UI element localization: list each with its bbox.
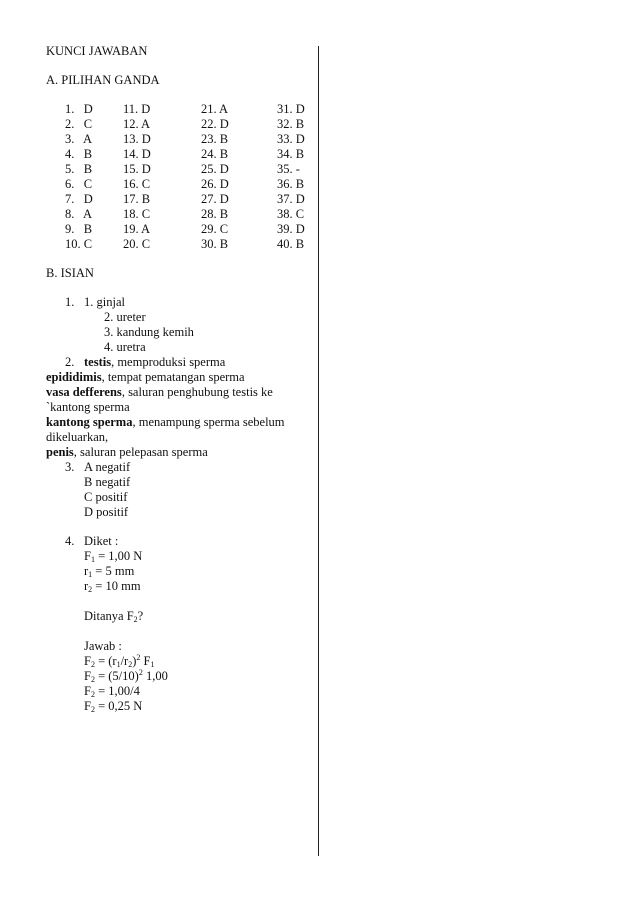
definition: , menampung sperma sebelum — [132, 415, 285, 429]
section-a-heading: A. PILIHAN GANDA — [46, 73, 160, 87]
question-2 — [46, 355, 311, 460]
answer-cell: 36. B — [277, 177, 305, 191]
answer-cell: 39. D — [277, 222, 305, 236]
answer-cell: 35. - — [277, 162, 300, 176]
question-1 — [46, 295, 311, 355]
definition: , saluran pelepasan sperma — [73, 445, 208, 459]
given-f1: $F_1 = 1,00$ N — [84, 549, 143, 564]
answer-cell: 18. C — [123, 207, 151, 221]
jawab-label: Jawab : — [84, 639, 122, 653]
answer-cell: 34. B — [277, 147, 305, 161]
answer-cell: 11. D — [123, 102, 151, 116]
question-3 — [46, 460, 311, 520]
q1-item: 1. ginjal — [84, 295, 125, 309]
answer-cell: 13. D — [123, 132, 151, 146]
answer-cell: 10. C — [65, 237, 93, 251]
answer-cell: 25. D — [201, 162, 229, 176]
page-title: KUNCI JAWABAN — [46, 44, 148, 58]
answer-cell: 6. C — [65, 177, 93, 191]
term: testis — [84, 355, 112, 369]
q3-item: B negatif — [84, 475, 131, 489]
equation-2: $F_2 = (5/10)^2$ 1,00 — [84, 668, 168, 684]
q1-item: 3. kandung kemih — [104, 325, 194, 339]
answer-cell: 30. B — [201, 237, 229, 251]
diket-label: Diket : — [84, 534, 119, 548]
answer-cell: 1. D — [65, 102, 93, 116]
term: vasa defferens — [46, 385, 122, 399]
answer-cell: 22. D — [201, 117, 229, 131]
given-r2: $r_2 = 10$ mm — [84, 579, 141, 594]
answer-cell: 27. D — [201, 192, 229, 206]
answer-cell: 9. B — [65, 222, 93, 236]
answer-key-column — [46, 44, 311, 714]
definition: , tempat pematangan sperma — [101, 370, 245, 384]
question-number: 1. — [65, 295, 75, 309]
answer-cell: 15. D — [123, 162, 151, 176]
column-divider — [318, 46, 319, 856]
definition: , memproduksi sperma — [111, 355, 226, 369]
answer-cell: 31. D — [277, 102, 305, 116]
term: kantong sperma — [46, 415, 133, 429]
answer-cell: 4. B — [65, 147, 93, 161]
question-number: 3. — [65, 460, 75, 474]
answer-cell: 7. D — [65, 192, 93, 206]
term: epididimis — [46, 370, 102, 384]
q1-item: 2. ureter — [104, 310, 146, 324]
answer-cell: 23. B — [201, 132, 229, 146]
answer-cell: 16. C — [123, 177, 151, 191]
q1-item: 4. uretra — [104, 340, 146, 354]
definition: , saluran penghubung testis ke — [121, 385, 273, 399]
answer-cell: 17. B — [123, 192, 151, 206]
q3-item: A negatif — [84, 460, 131, 474]
given-r1: $r_1 = 5$ mm — [84, 564, 135, 579]
asked: Ditanya $F_2$? — [84, 609, 144, 624]
answer-cell: 5. B — [65, 162, 93, 176]
section-b-heading: B. ISIAN — [46, 266, 94, 280]
answer-cell: 8. A — [65, 207, 93, 221]
equation-3: $F_2 = 1,00/4$ — [84, 684, 140, 699]
equation-4: $F_2 = 0,25$ N — [84, 699, 143, 714]
answer-cell: 21. A — [201, 102, 229, 116]
answer-cell: 14. D — [123, 147, 151, 161]
q3-item: D positif — [84, 505, 129, 519]
answer-cell: 26. D — [201, 177, 229, 191]
q3-item: C positif — [84, 490, 128, 504]
answer-cell: 19. A — [123, 222, 151, 236]
equation-1: $F_2 = (r_1/r_2)^2$ $F_1$ — [84, 653, 155, 669]
question-number: 2. — [65, 355, 75, 369]
answer-cell: 24. B — [201, 147, 229, 161]
question-number: 4. — [65, 534, 75, 548]
definition: dikeluarkan, — [46, 430, 109, 444]
answer-cell: 28. B — [201, 207, 229, 221]
answer-cell: 20. C — [123, 237, 151, 251]
question-4 — [46, 534, 311, 714]
answer-cell: 29. C — [201, 222, 229, 236]
answer-cell: 32. B — [277, 117, 305, 131]
answer-cell: 37. D — [277, 192, 305, 206]
answer-cell: 33. D — [277, 132, 305, 146]
definition: `kantong sperma — [46, 400, 130, 414]
answer-cell: 2. C — [65, 117, 93, 131]
term: penis — [46, 445, 74, 459]
answer-cell: 3. A — [65, 132, 93, 146]
answer-cell: 40. B — [277, 237, 305, 251]
answer-cell: 38. C — [277, 207, 305, 221]
answer-cell: 12. A — [123, 117, 151, 131]
multiple-choice-answers — [65, 102, 311, 252]
